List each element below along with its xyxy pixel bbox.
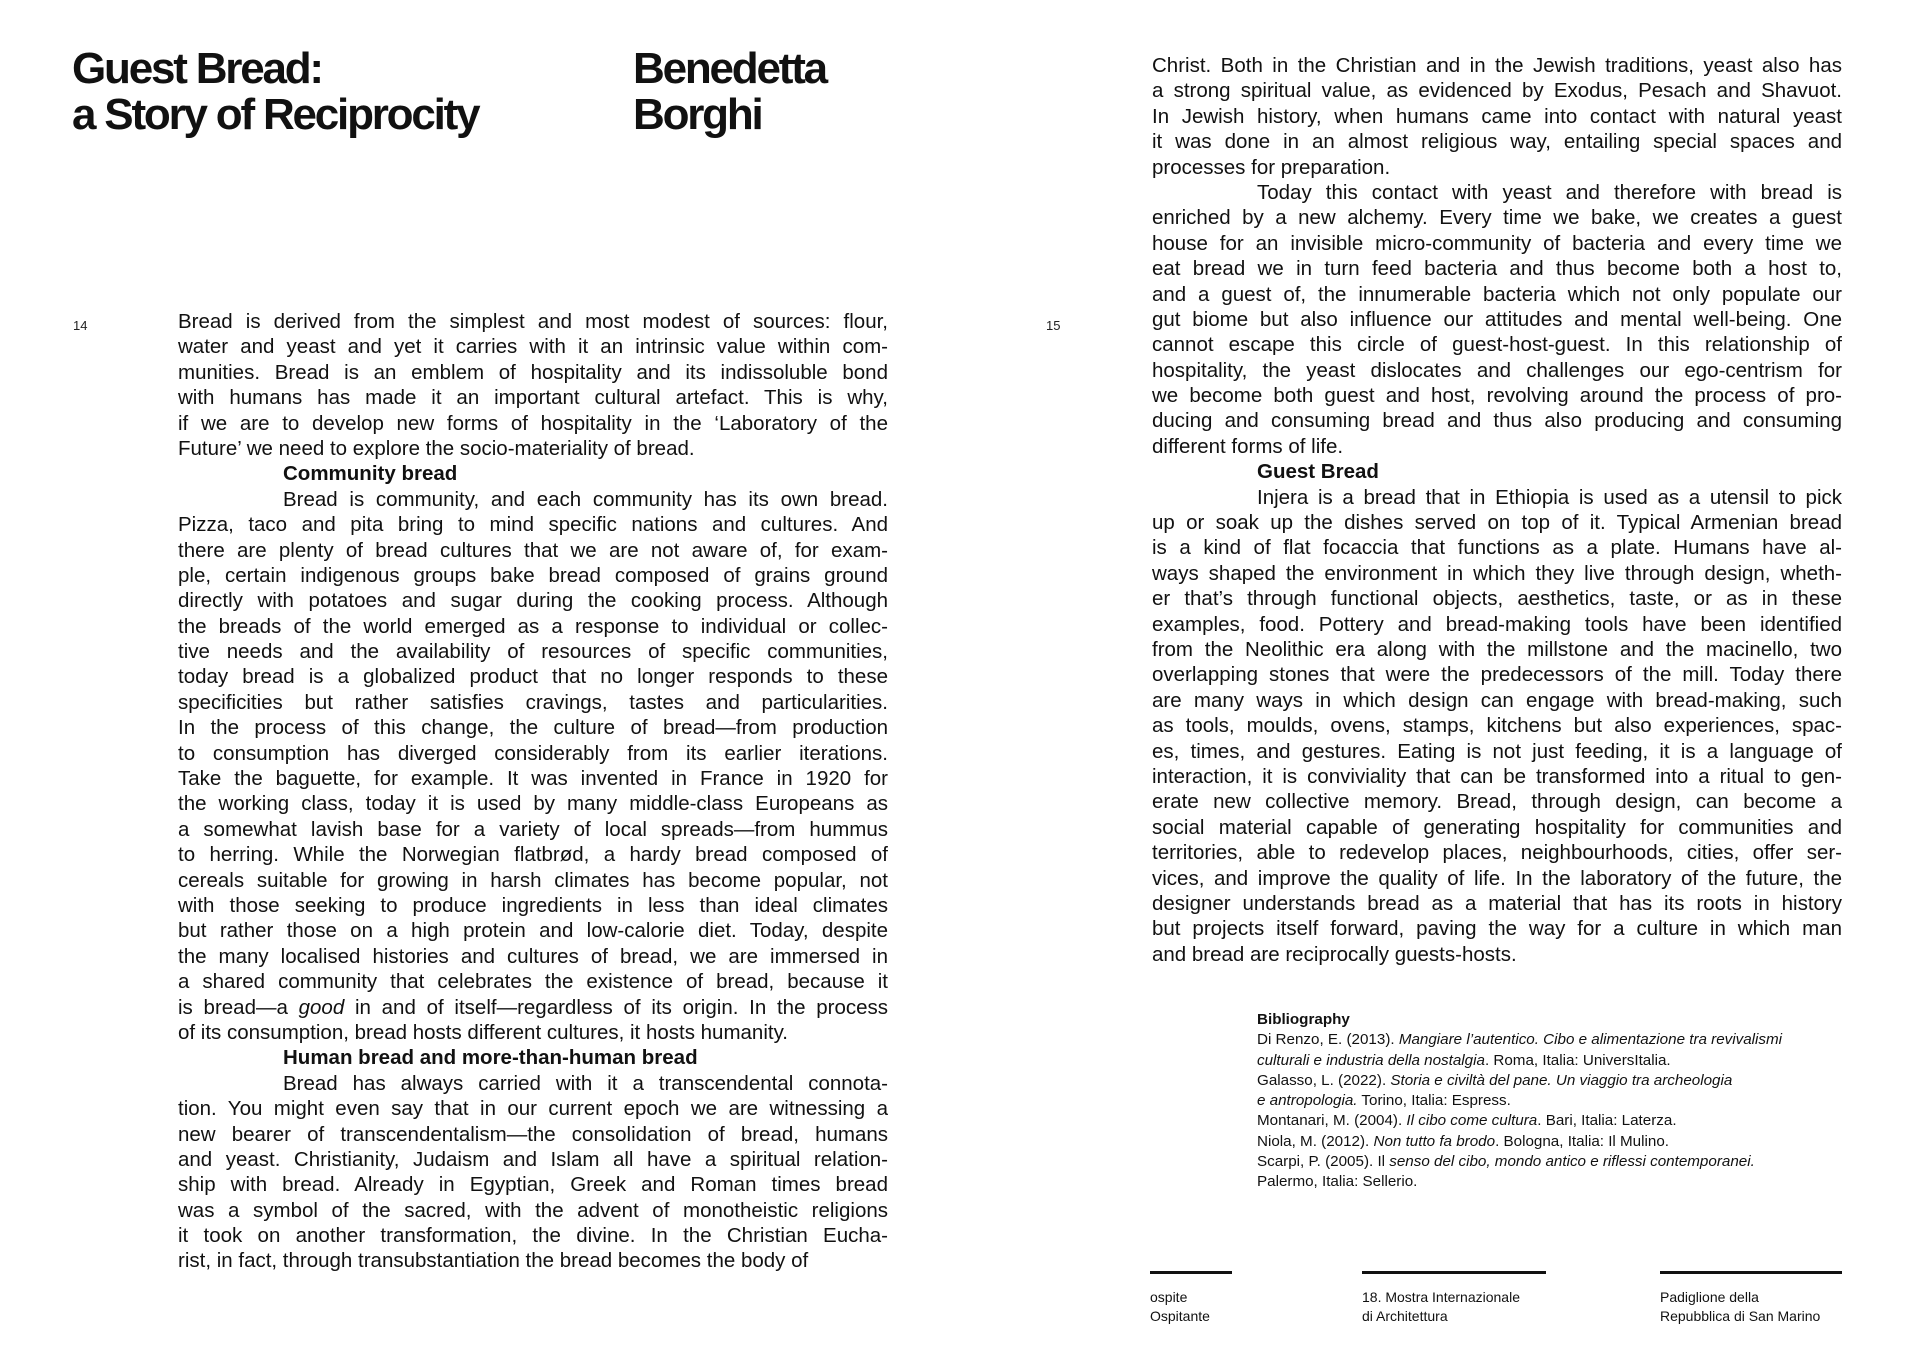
body-line: ducing and consuming bread and thus also producing and consuming — [1152, 409, 1842, 433]
body-line: if we are to develop new forms of hospitality in the ‘Laboratory of the — [178, 411, 888, 435]
body-line: but rather those on a high protein and low-calorie diet. Today, despite — [178, 919, 888, 943]
body-line: Bread is community, and each community has its own bread. — [283, 487, 888, 511]
bibliography-entry-line — [1257, 1111, 1867, 1131]
footer-text: Padiglione della — [1660, 1289, 1759, 1305]
body-line: is a kind of flat focaccia that functions as a plate. Humans have al- — [1152, 536, 1842, 560]
body-line: territories, able to redevelop places, neighbourhoods, cities, offer ser- — [1152, 841, 1842, 865]
book-title: senso del cibo, mondo antico e riflessi contemporanei. — [1389, 1153, 1755, 1171]
body-line: gut biome but also influence our attitudes and mental well-being. One — [1152, 307, 1842, 331]
body-line: directly with potatoes and sugar during the cooking process. Although — [178, 589, 888, 613]
book-title: culturali e industria della nostalgia — [1257, 1051, 1485, 1069]
text-run: is bread—a — [178, 995, 299, 1019]
body-line: Bread has always carried with it a transcendental connota- — [283, 1071, 888, 1095]
body-line: house for an invisible micro-community of bacteria and every time we — [1152, 231, 1842, 255]
body-line: the breads of the world emerged as a response to individual or collec- — [178, 614, 888, 638]
body-line: cereals suitable for growing in harsh climates has become popular, not — [178, 868, 888, 892]
body-line: from the Neolithic era along with the millstone and the macinello, two — [1152, 637, 1842, 661]
citation-text: Palermo, Italia: Sellerio. — [1257, 1173, 1418, 1191]
body-line: overlapping stones that were the predecessors of the mill. Today there — [1152, 663, 1842, 687]
body-line: today bread is a globalized product that no longer responds to these — [178, 665, 888, 689]
body-line: ship with bread. Already in Egyptian, Greek and Roman times bread — [178, 1173, 888, 1197]
body-line: Injera is a bread that in Ethiopia is used as a utensil to pick — [1257, 485, 1842, 509]
citation-text: Scarpi, P. (2005). Il — [1257, 1153, 1390, 1171]
body-line: hospitality, the yeast dislocates and challenges our ego-centrism for — [1152, 358, 1842, 382]
footer-text: Repubblica di San Marino — [1660, 1307, 1821, 1324]
book-title: Il cibo come cultura — [1406, 1112, 1538, 1130]
footer-col-host — [1150, 1271, 1232, 1325]
body-line: and yeast. Christianity, Judaism and Islam all have a spiritual relation- — [178, 1147, 888, 1171]
body-line: to herring. While the Norwegian flatbrød, a hardy bread composed of — [178, 843, 888, 867]
body-line: and a guest of, the innumerable bacteria which not only populate our — [1152, 282, 1842, 306]
body-line: Today this contact with yeast and therefore with bread is — [1257, 180, 1842, 204]
footer-col-exhibition — [1362, 1271, 1546, 1325]
body-line: eat bread we in turn feed bacteria and thus become both a host to, — [1152, 257, 1842, 281]
body-line: In Jewish history, when humans came into contact with natural yeast — [1152, 104, 1842, 128]
article-title — [72, 46, 478, 138]
body-line: Christ. Both in the Christian and in the Jewish traditions, yeast also has — [1152, 54, 1842, 77]
emphasis-text: good — [298, 995, 345, 1019]
bibliography-entry-line — [1257, 1132, 1867, 1152]
body-line: it was done in an almost religious way, entailing special spaces and — [1152, 130, 1842, 154]
body-line: designer understands bread as a material that has its roots in history — [1152, 891, 1842, 915]
citation-text: . Roma, Italia: UniversItalia. — [1484, 1051, 1671, 1069]
footer-text: ospite — [1150, 1289, 1188, 1305]
body-line: ple, certain indigenous groups bake bread composed of grains ground — [178, 563, 888, 587]
bibliography-entry-line — [1257, 1091, 1867, 1111]
body-line: er that’s through functional objects, aesthetics, taste, or as in these — [1152, 587, 1842, 611]
body-line: Pizza, taco and pita bring to mind specific nations and cultures. And — [178, 513, 888, 537]
body-line: we become both guest and host, revolving around the process of pro- — [1152, 384, 1842, 408]
right-body-column — [1152, 53, 1842, 967]
body-line: ways shaped the environment in which they live through design, wheth- — [1152, 561, 1842, 585]
body-line: Bread is derived from the simplest and most modest of sources: flour, — [178, 310, 888, 333]
bibliography-entry-line — [1257, 1071, 1867, 1091]
section-subheading: Guest Bread — [1257, 460, 1379, 484]
body-line: interaction, it is conviviality that can be transformed into a ritual to gen- — [1152, 764, 1842, 788]
body-line: examples, food. Pottery and bread-making tools have been identified — [1152, 612, 1842, 636]
citation-text: Torino, Italia: Espress. — [1357, 1092, 1511, 1110]
article-title-line-2: a Story of Reciprocity — [72, 90, 479, 139]
body-line: there are plenty of bread cultures that we are not aware of, for exam- — [178, 538, 888, 562]
page-number-right: 15 — [1046, 318, 1061, 333]
citation-text: Niola, M. (2012). — [1257, 1132, 1374, 1150]
author-last-name: Borghi — [633, 90, 762, 139]
book-title: e antropologia. — [1257, 1092, 1358, 1110]
book-title: Non tutto fa brodo — [1373, 1132, 1496, 1150]
body-line: rist, in fact, through transubstantiation the bread becomes the body of — [178, 1249, 809, 1273]
body-line: different forms of life. — [1152, 434, 1344, 458]
body-line: munities. Bread is an emblem of hospitality and its indissoluble bond — [178, 360, 888, 384]
article-title-line-1: Guest Bread: — [72, 44, 322, 93]
page-number-left: 14 — [73, 318, 88, 333]
book-title: Storia e civiltà del pane. Un viaggio tra archeologia — [1390, 1071, 1733, 1089]
citation-text: . Bologna, Italia: Il Mulino. — [1495, 1132, 1669, 1150]
left-body-column — [178, 309, 888, 1274]
body-line: cannot escape this circle of guest-host-guest. In this relationship of — [1152, 333, 1842, 357]
footer-rule — [1362, 1271, 1546, 1274]
body-line: Future’ we need to explore the socio-materiality of bread. — [178, 436, 695, 460]
author-name — [633, 46, 826, 138]
section-subheading: Human bread and more-than-human bread — [283, 1046, 698, 1070]
citation-text: Di Renzo, E. (2013). — [1257, 1031, 1399, 1049]
body-line: are many ways in which design can engage with bread-making, such — [1152, 688, 1842, 712]
body-line: was a symbol of the sacred, with the advent of monotheistic religions — [178, 1198, 888, 1222]
footer-text: di Architettura — [1362, 1307, 1448, 1324]
body-line: but projects itself forward, paving the way for a culture in which man — [1152, 917, 1842, 941]
bibliography-heading: Bibliography — [1257, 1011, 1350, 1028]
body-line: it took on another transformation, the divine. In the Christian Eucha- — [178, 1224, 888, 1248]
body-line: Take the baguette, for example. It was invented in France in 1920 for — [178, 767, 888, 791]
bibliography-entry-line — [1257, 1051, 1867, 1071]
body-line: tion. You might even say that in our current epoch we are witnessing a — [178, 1097, 888, 1121]
footer-text: 18. Mostra Internazionale — [1362, 1289, 1520, 1305]
body-line: with those seeking to produce ingredients in less than ideal climates — [178, 893, 888, 917]
bibliography-entry-line — [1257, 1030, 1867, 1050]
section-subheading: Community bread — [283, 462, 458, 486]
body-line: the working class, today it is used by many middle-class Europeans as — [178, 792, 888, 816]
footer-rule — [1150, 1271, 1232, 1274]
body-line: the many localised histories and cultures of bread, we are immersed in — [178, 944, 888, 968]
body-line: up or soak up the dishes served on top of it. Typical Armenian bread — [1152, 511, 1842, 535]
body-line: tive needs and the availability of resources of specific communities, — [178, 640, 888, 664]
citation-text: Montanari, M. (2004). — [1257, 1112, 1407, 1130]
body-line: specificities but rather satisfies cravings, tastes and particularities. — [178, 690, 888, 714]
bibliography-entry-line — [1257, 1172, 1867, 1192]
body-line: processes for preparation. — [1152, 155, 1391, 179]
footer-rule — [1660, 1271, 1842, 1274]
author-first-name: Benedetta — [633, 44, 826, 93]
body-line: new bearer of transcendentalism—the consolidation of bread, humans — [178, 1122, 888, 1146]
body-line: to consumption has diverged considerably from its earlier iterations. — [178, 741, 888, 765]
body-line: erate new collective memory. Bread, through design, can become a — [1152, 790, 1842, 814]
body-line — [178, 995, 888, 1020]
body-line: as tools, moulds, ovens, stamps, kitchens but also experiences, spac- — [1152, 714, 1842, 738]
citation-text: Galasso, L. (2022). — [1257, 1071, 1391, 1089]
body-line: and bread are reciprocally guests-hosts. — [1152, 942, 1517, 966]
body-line: enriched by a new alchemy. Every time we bake, we creates a guest — [1152, 206, 1842, 230]
body-line: a shared community that celebrates the existence of bread, because it — [178, 970, 888, 994]
body-line: with humans has made it an important cultural artefact. This is why, — [178, 386, 888, 410]
footer-col-pavilion — [1660, 1271, 1842, 1325]
body-line: of its consumption, bread hosts different cultures, it hosts humanity. — [178, 1020, 788, 1044]
footer-text: Ospitante — [1150, 1307, 1210, 1324]
body-line: social material capable of generating hospitality for communities and — [1152, 815, 1842, 839]
book-title: Mangiare l’autentico. Cibo e alimentazione tra revivalismi — [1398, 1031, 1783, 1049]
body-line: In the process of this change, the culture of bread—from production — [178, 716, 888, 740]
bibliography-entry-line — [1257, 1152, 1867, 1172]
body-line: vices, and improve the quality of life. In the laboratory of the future, the — [1152, 866, 1842, 890]
bibliography — [1257, 1010, 1867, 1193]
body-line: es, times, and gestures. Eating is not just feeding, it is a language of — [1152, 739, 1842, 763]
body-line: a somewhat lavish base for a variety of local spreads—from hummus — [178, 817, 888, 841]
body-line: water and yeast and yet it carries with it an intrinsic value within com- — [178, 335, 888, 359]
citation-text: . Bari, Italia: Laterza. — [1537, 1112, 1677, 1130]
body-line: a strong spiritual value, as evidenced by Exodus, Pesach and Shavuot. — [1152, 79, 1842, 103]
text-run: in and of itself—regardless of its origin. In the process — [344, 995, 888, 1019]
